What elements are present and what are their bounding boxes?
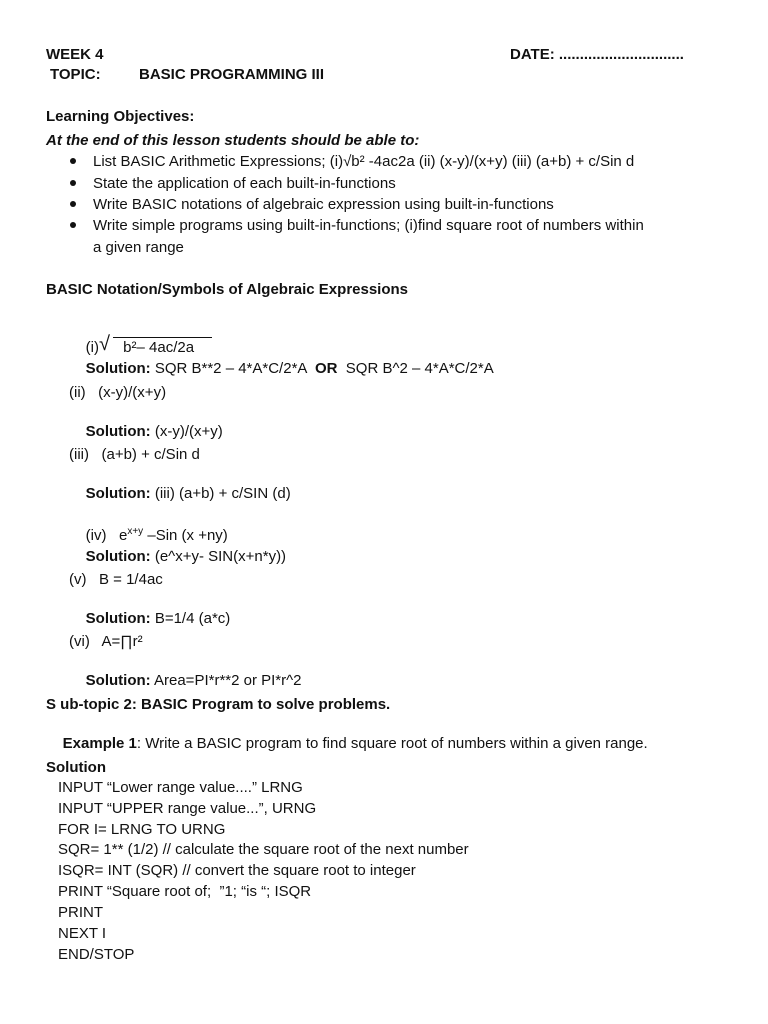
- date-field: DATE: ..............................: [510, 46, 684, 63]
- solution-1-b: SQR B^2 – 4*A*C/2*A: [345, 360, 494, 377]
- topic-label: TOPIC:: [50, 66, 101, 83]
- expression-1-radicand: b²– 4ac/2a: [123, 339, 195, 356]
- notation-heading: BASIC Notation/Symbols of Algebraic Expressions: [46, 281, 409, 298]
- objective-item: Write simple programs using built-in-functions; (i)find square root of numbers within: [93, 217, 644, 234]
- expression-1-label: (i): [85, 339, 99, 356]
- solution-label: Solution:: [85, 672, 151, 689]
- solution-1-or: OR: [314, 360, 338, 377]
- objective-item: List BASIC Arithmetic Expressions; (i)√b² -4ac2a (ii) (x-y)/(x+y) (iii) (a+b) + c/Sin d: [93, 153, 635, 170]
- solution-label: Solution:: [85, 485, 151, 502]
- code-line: NEXT I: [58, 925, 107, 942]
- expression-4-exponent: x+y: [127, 526, 144, 537]
- bullet-icon: [70, 180, 76, 186]
- expression-6: (vi) A=∏r²: [69, 633, 143, 650]
- code-line: END/STOP: [58, 946, 135, 963]
- expression-4-rest: –Sin (x +ny): [143, 527, 228, 544]
- expression-2: (ii) (x-y)/(x+y): [69, 384, 167, 401]
- objective-item: State the application of each built-in-functions: [93, 175, 396, 192]
- solution-3-text: (iii) (a+b) + c/SIN (d): [154, 485, 291, 502]
- solution-6-text: Area=PI*r**2 or PI*r^2: [154, 672, 302, 689]
- example-text: : Write a BASIC program to find square root of numbers within a given range.: [136, 735, 648, 752]
- radical-bar: [113, 337, 212, 338]
- bullet-icon: [70, 222, 76, 228]
- solution-label: Solution:: [85, 423, 151, 440]
- objective-item-continued: a given range: [93, 239, 184, 256]
- objectives-heading: Learning Objectives:: [46, 108, 195, 125]
- radical-sign-icon: √: [99, 333, 110, 355]
- bullet-icon: [70, 158, 76, 164]
- solution-4-text: (e^x+y- SIN(x+n*y)): [154, 548, 287, 565]
- bullet-icon: [70, 201, 76, 207]
- code-line: PRINT: [58, 904, 103, 921]
- code-line: PRINT “Square root of; ”1; “is “; ISQR: [58, 883, 312, 900]
- example-1: [46, 717, 648, 771]
- expression-4-base: (iv) e: [85, 527, 128, 544]
- expression-3: (iii) (a+b) + c/Sin d: [69, 446, 200, 463]
- solution-heading: Solution: [46, 759, 106, 776]
- solution-label: Solution:: [85, 548, 151, 565]
- code-line: SQR= 1** (1/2) // calculate the square root of the next number: [58, 841, 469, 858]
- code-line: ISQR= INT (SQR) // convert the square root to integer: [58, 862, 416, 879]
- solution-label: Solution:: [85, 610, 151, 627]
- code-line: INPUT “UPPER range value...”, URNG: [58, 800, 317, 817]
- week-label: WEEK 4: [46, 46, 104, 63]
- solution-1-a: SQR B**2 – 4*A*C/2*A: [154, 360, 307, 377]
- example-label: Example 1: [62, 735, 137, 752]
- topic-title: BASIC PROGRAMMING III: [139, 66, 325, 83]
- solution-label: Solution:: [85, 360, 151, 377]
- code-line: FOR I= LRNG TO URNG: [58, 821, 226, 838]
- objectives-intro: At the end of this lesson students should be able to:: [46, 132, 420, 149]
- subtopic-heading: S ub-topic 2: BASIC Program to solve problems.: [46, 696, 391, 713]
- expression-5: (v) B = 1/4ac: [69, 571, 163, 588]
- objective-item: Write BASIC notations of algebraic expression using built-in-functions: [93, 196, 554, 213]
- solution-2-text: (x-y)/(x+y): [154, 423, 223, 440]
- code-line: INPUT “Lower range value....” LRNG: [58, 779, 303, 796]
- solution-5-text: B=1/4 (a*c): [154, 610, 231, 627]
